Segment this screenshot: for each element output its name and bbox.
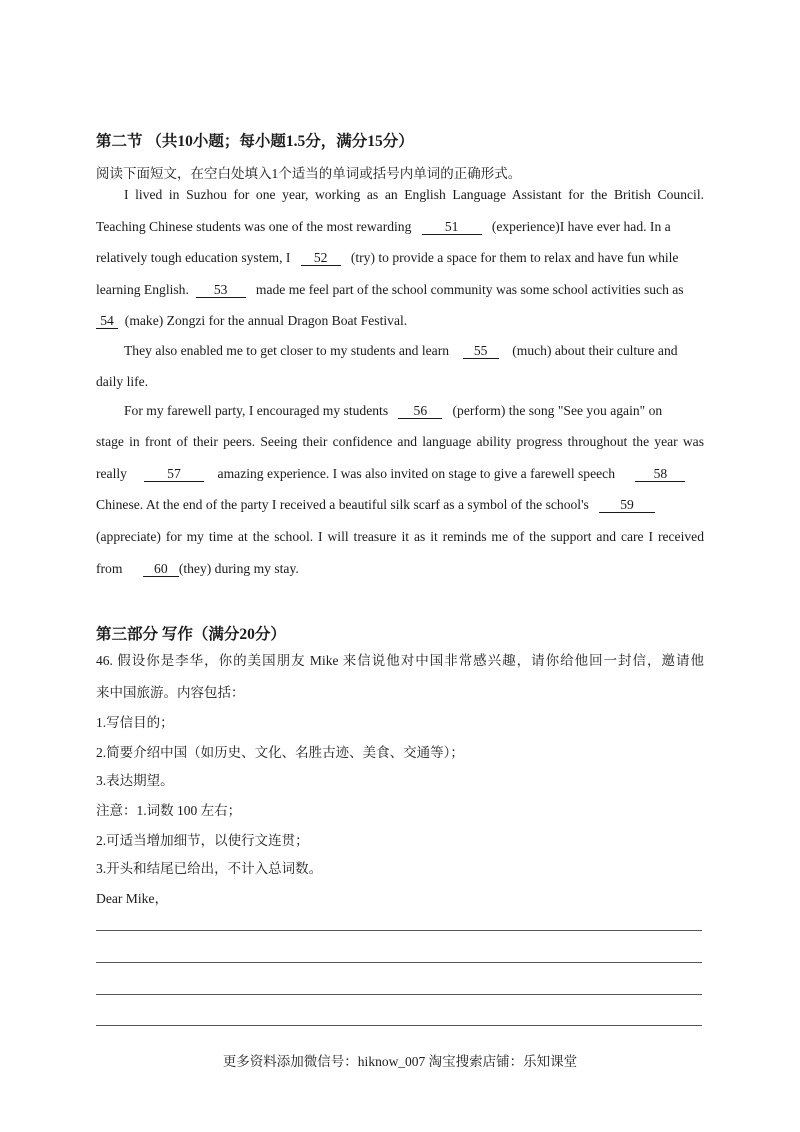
passage-line: daily life. (96, 374, 149, 389)
writing-line (96, 994, 702, 995)
passage-text: They also enabled me to get closer to my students and learn (124, 343, 450, 358)
blank-51: 51 (422, 220, 482, 235)
passage-line: I lived in Suzhou for one year, working as an English Language Assistant for the British Council. (124, 187, 704, 202)
letter-greeting: Dear Mike， (96, 891, 169, 906)
blank-58: 58 (635, 467, 685, 482)
passage-line (124, 403, 662, 419)
passage-text: (try) to provide a space for them to relax and have fun while (350, 250, 679, 265)
note-line: 注意：1.词数 100 左右； (96, 803, 242, 818)
blank-57: 57 (144, 467, 204, 482)
instruction: 阅读下面短文，在空白处填入1个适当的单词或括号内单词的正确形式。 (96, 166, 522, 181)
blank-55: 55 (463, 344, 499, 359)
section-title: 第三部分 写作（满分20分） (96, 626, 286, 643)
passage-text: relatively tough education system, I (96, 250, 291, 265)
content-point: 3.表达期望。 (96, 773, 174, 788)
question-text: 来中国旅游。内容包括： (96, 685, 245, 700)
passage-text: Teaching Chinese students was one of the most rewarding (96, 219, 412, 234)
blank-60: 60 (143, 562, 179, 577)
blank-53: 53 (196, 283, 246, 298)
passage-line (96, 561, 299, 577)
passage-line (96, 466, 685, 482)
blank-56: 56 (398, 404, 442, 419)
passage-text: learning English. (96, 282, 189, 297)
passage-line (96, 250, 678, 266)
writing-line (96, 1025, 702, 1026)
passage-text: amazing experience. I was also invited on stage to give a farewell speech (217, 466, 615, 481)
passage-line (96, 282, 684, 298)
passage-line (124, 343, 678, 359)
blank-59: 59 (599, 498, 655, 513)
passage-text: from (96, 561, 123, 576)
passage-text: (much) about their culture and (512, 343, 678, 358)
content-point: 1.写信目的； (96, 715, 174, 730)
passage-text: (perform) the song "See you again" on (452, 403, 663, 418)
passage-line (96, 219, 671, 235)
passage-line: stage in front of their peers. Seeing their confidence and language ability progress throughout the year was (96, 434, 704, 449)
passage-text: (they) during my stay. (178, 561, 299, 576)
question-text: 46. 假设你是李华，你的美国朋友 Mike 来信说他对中国非常感兴趣，请你给他回一封信，邀请他 (96, 653, 704, 668)
content-point: 2.简要介绍中国（如历史、文化、名胜古迹、美食、交通等）； (96, 745, 464, 760)
passage-line (96, 497, 655, 513)
writing-line (96, 930, 702, 931)
blank-52: 52 (301, 251, 341, 266)
passage-text: really (96, 466, 127, 481)
passage-text: For my farewell party, I encouraged my students (124, 403, 389, 418)
page-footer: 更多资料添加微信号：hiknow_007 淘宝搜索店铺：乐知课堂 (222, 1054, 578, 1069)
section-title: 第二节 （共10小题；每小题1.5分，满分15分） (96, 133, 414, 150)
passage-text: (experience)I have ever had. In a (491, 219, 671, 234)
note-line: 2.可适当增加细节，以使行文连贯； (96, 833, 309, 848)
passage-text: (make) Zongzi for the annual Dragon Boat Festival. (124, 313, 408, 328)
passage-line: (appreciate) for my time at the school. I will treasure it as it reminds me of the support and care I received (96, 529, 704, 544)
passage-text: Chinese. At the end of the party I received a beautiful silk scarf as a symbol of the school's (96, 497, 589, 512)
note-line: 3.开头和结尾已给出，不计入总词数。 (96, 861, 323, 876)
blank-54: 54 (96, 314, 118, 329)
passage-line (96, 313, 407, 329)
writing-line (96, 962, 702, 963)
passage-text: made me feel part of the school community was some school activities such as (255, 282, 684, 297)
